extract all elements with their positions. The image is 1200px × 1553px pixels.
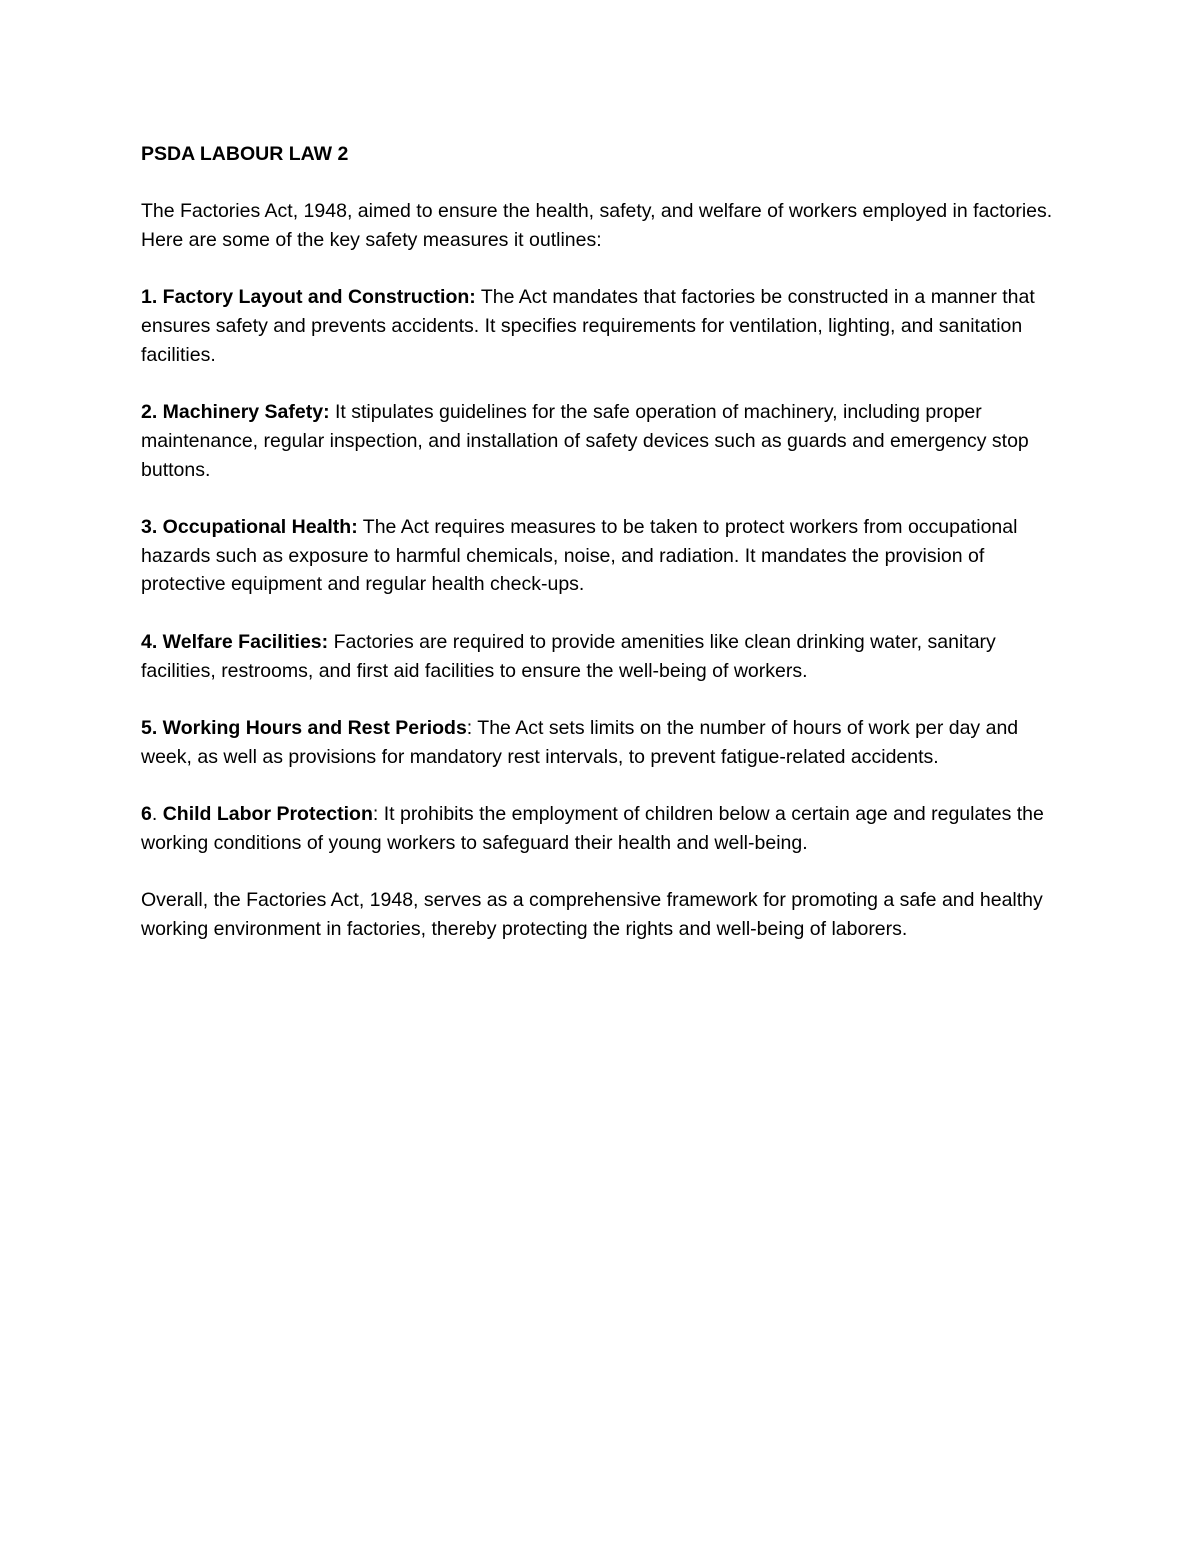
item-number: 6 bbox=[141, 803, 152, 826]
list-item-2 bbox=[141, 398, 1071, 484]
item-separator: : bbox=[466, 716, 478, 739]
item-heading: 1. Factory Layout and Construction: bbox=[141, 286, 476, 309]
list-item-5 bbox=[141, 714, 1071, 771]
conclusion-paragraph: Overall, the Factories Act, 1948, serves as a comprehensive framework for promoting a safe and healthy working environment in factories, thereby protecting the rights and well-being of laborers. bbox=[141, 889, 1043, 940]
item-text: It prohibits the employment of children below a certain age and regulates the working conditions of young workers to safeguard their health and well-being. bbox=[141, 803, 1044, 854]
item-heading: 3. Occupational Health: bbox=[141, 516, 358, 539]
spacer bbox=[141, 255, 1071, 284]
spacer bbox=[141, 169, 1071, 198]
document-title: PSDA LABOUR LAW 2 bbox=[141, 143, 349, 165]
document-page bbox=[141, 140, 1071, 944]
spacer bbox=[141, 685, 1071, 714]
list-item-3 bbox=[141, 513, 1071, 599]
spacer bbox=[141, 370, 1071, 399]
item-number-dot: . bbox=[151, 803, 163, 826]
list-item-4 bbox=[141, 628, 1071, 685]
item-text: It stipulates guidelines for the safe operation of machinery, including proper maintenance, regular inspection, and installation of safety devices such as guards and emergency stop buttons. bbox=[141, 401, 1029, 481]
spacer bbox=[141, 599, 1071, 628]
item-heading: 2. Machinery Safety: bbox=[141, 401, 330, 424]
item-text: The Act mandates that factories be constructed in a manner that ensures safety and prevents accidents. It specifies requirements for ventilation, lighting, and sanitation facilities. bbox=[141, 286, 1035, 366]
item-heading: 4. Welfare Facilities: bbox=[141, 630, 329, 653]
spacer bbox=[141, 484, 1071, 513]
spacer bbox=[141, 771, 1071, 800]
intro-paragraph: The Factories Act, 1948, aimed to ensure the health, safety, and welfare of workers employed in factories. Here are some of the key safety measures it outlines: bbox=[141, 200, 1053, 252]
item-text: The Act sets limits on the number of hours of work per day and week, as well as provisions for mandatory rest intervals, to prevent fatigue-related accidents. bbox=[141, 716, 1019, 768]
item-heading: 5. Working Hours and Rest Periods bbox=[141, 716, 467, 739]
item-text: Factories are required to provide amenities like clean drinking water, sanitary facilities, restrooms, and first aid facilities to ensure the well-being of workers. bbox=[141, 630, 996, 682]
item-heading: Child Labor Protection bbox=[162, 803, 373, 826]
list-item-1 bbox=[141, 283, 1071, 369]
spacer bbox=[141, 857, 1071, 886]
list-item-6 bbox=[141, 800, 1071, 857]
item-separator: : bbox=[372, 803, 384, 826]
item-text: The Act requires measures to be taken to protect workers from occupational hazards such as exposure to harmful chemicals, noise, and radiation. It mandates the provision of protective equipment and regular health check-ups. bbox=[141, 516, 1018, 596]
